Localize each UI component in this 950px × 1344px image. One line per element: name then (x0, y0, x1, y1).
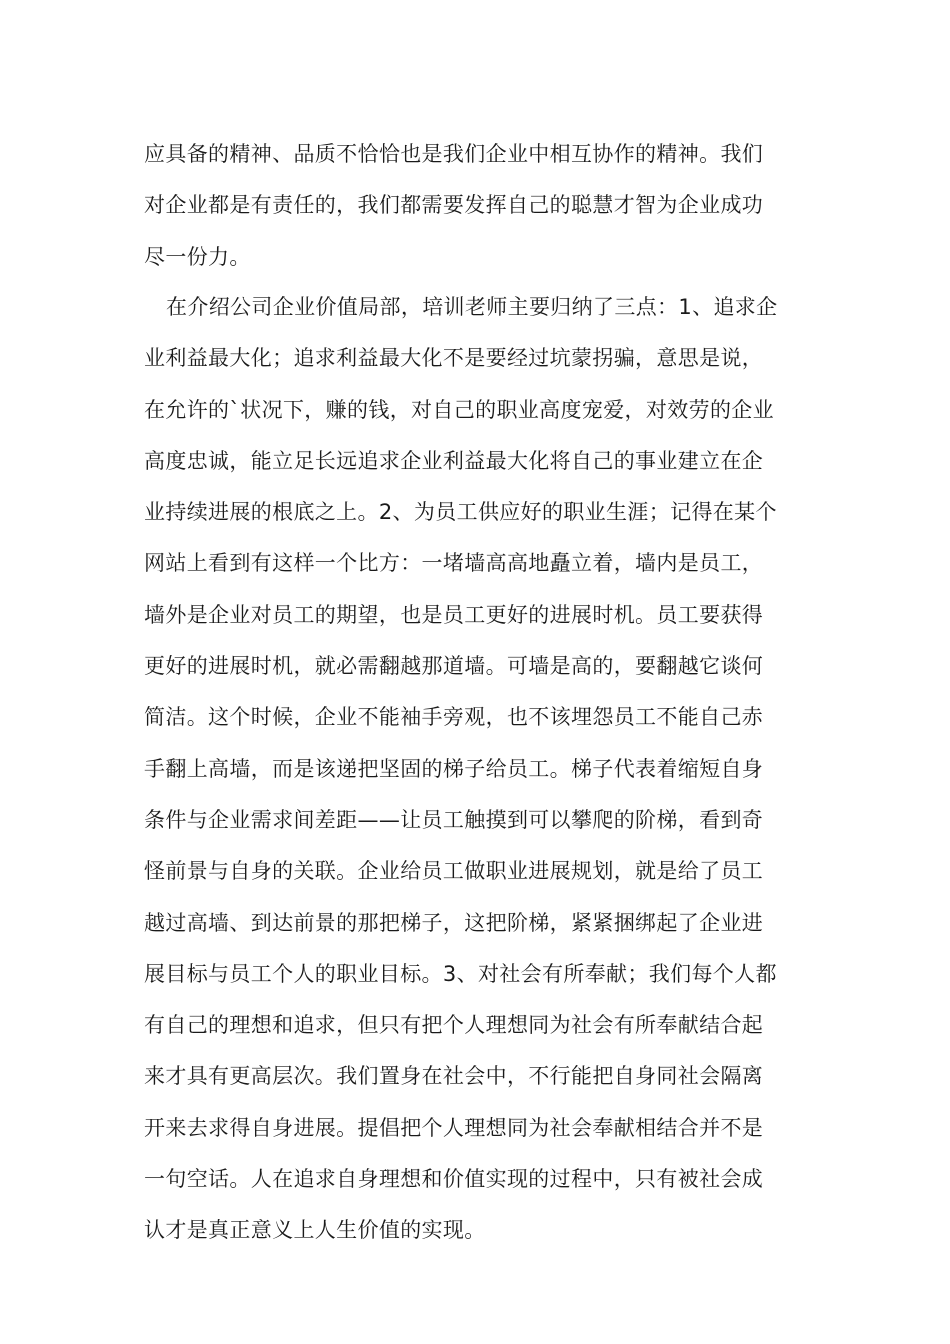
paragraph-2-line: 一句空话。人在追求自身理想和价值实现的过程中，只有被社会成 (144, 1167, 764, 1192)
paragraph-2-line: 条件与企业需求间差距——让员工触摸到可以攀爬的阶梯，看到奇 (144, 807, 764, 832)
paragraph-2-line: 业利益最大化；追求利益最大化不是要经过坑蒙拐骗，意思是说， (144, 346, 764, 371)
paragraph-2-line: 来才具有更高层次。我们置身在社会中，不行能把自身同社会隔离 (144, 1064, 764, 1089)
paragraph-2-line: 在介绍公司企业价值局部，培训老师主要归纳了三点：1、追求企 (166, 295, 778, 319)
paragraph-2-line: 在允许的`状况下，赚的钱，对自己的职业高度宠爱，对效劳的企业 (144, 397, 774, 422)
paragraph-2-line: 网站上看到有这样一个比方：一堵墙高高地矗立着，墙内是员工， (144, 551, 764, 576)
paragraph-2-line: 简洁。这个时候，企业不能袖手旁观，也不该埋怨员工不能自己赤 (144, 705, 764, 730)
paragraph-2-line: 业持续进展的根底之上。2、为员工供应好的职业生涯；记得在某个 (144, 500, 777, 525)
paragraph-2-line: 怪前景与自身的关联。企业给员工做职业进展规划，就是给了员工 (144, 859, 764, 884)
paragraph-2-line: 越过高墙、到达前景的那把梯子，这把阶梯，紧紧捆绑起了企业进 (144, 910, 764, 935)
paragraph-2-line: 展目标与员工个人的职业目标。3、对社会有所奉献；我们每个人都 (144, 961, 777, 986)
paragraph-2-line: 有自己的理想和追求，但只有把个人理想同为社会有所奉献结合起 (144, 1013, 764, 1038)
paragraph-1-line: 尽一份力。 (144, 244, 251, 269)
paragraph-2-line: 墙外是企业对员工的期望，也是员工更好的进展时机。员工要获得 (144, 602, 764, 627)
paragraph-2-line: 更好的进展时机，就必需翻越那道墙。可墙是高的，要翻越它谈何 (144, 654, 764, 679)
paragraph-2-line: 高度忠诚，能立足长远追求企业利益最大化将自己的事业建立在企 (144, 448, 764, 473)
paragraph-1 (144, 129, 824, 283)
paragraph-2-line: 认才是真正意义上人生价值的实现。 (144, 1218, 486, 1243)
paragraph-1-line: 对企业都是有责任的，我们都需要发挥自己的聪慧才智为企业成功 (144, 193, 764, 218)
paragraph-2-line: 手翻上高墙，而是该递把坚固的梯子给员工。梯子代表着缩短自身 (144, 756, 764, 781)
paragraph-1-line: 应具备的精神、品质不恰恰也是我们企业中相互协作的精神。我们 (144, 142, 764, 166)
paragraph-2 (144, 282, 824, 1257)
paragraph-2-line: 开来去求得自身进展。提倡把个人理想同为社会奉献相结合并不是 (144, 1115, 764, 1140)
